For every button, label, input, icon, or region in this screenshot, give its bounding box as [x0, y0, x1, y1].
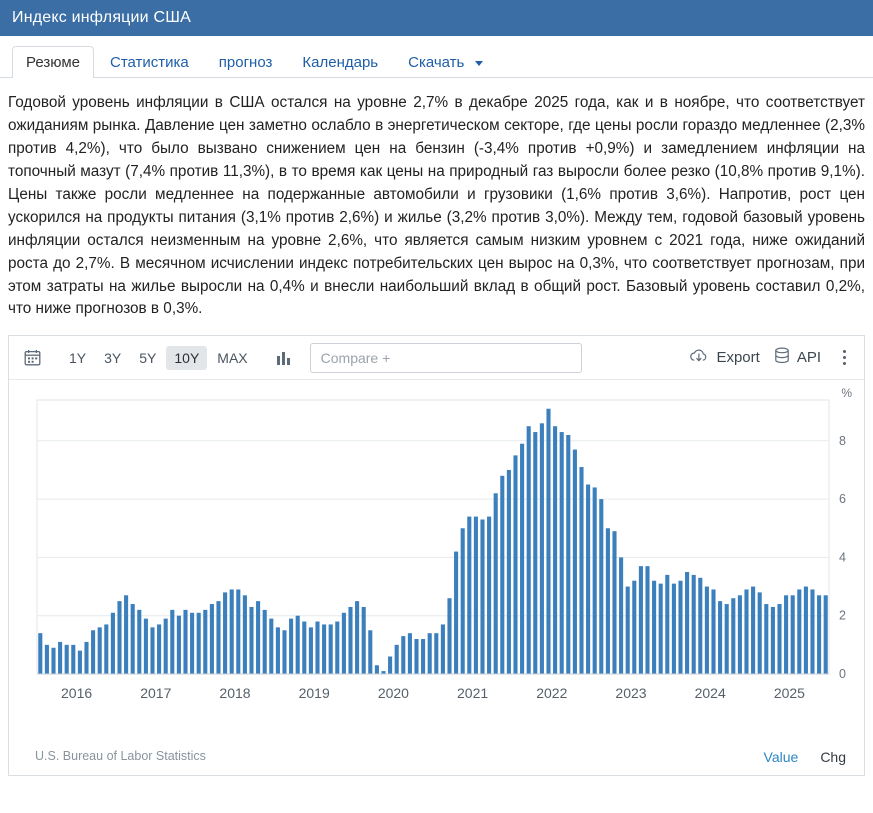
export-label: Export	[716, 349, 760, 367]
range-max[interactable]: MAX	[217, 349, 248, 366]
svg-text:2019: 2019	[298, 685, 330, 702]
svg-text:2023: 2023	[615, 685, 647, 702]
range-3y[interactable]: 3Y	[104, 349, 122, 366]
range-selector	[61, 346, 256, 370]
chart-legend	[764, 749, 846, 765]
api-button[interactable]	[774, 347, 821, 368]
tab-statistics[interactable]	[96, 46, 203, 78]
tab-summary-label: Резюме	[26, 54, 80, 71]
svg-text:6: 6	[839, 492, 846, 507]
chart-plot-area	[9, 380, 864, 775]
tab-statistics-label: Статистика	[109, 54, 189, 71]
svg-text:2016: 2016	[61, 685, 93, 702]
chart-card	[8, 335, 865, 776]
svg-text:0: 0	[839, 667, 846, 682]
svg-text:2025: 2025	[773, 685, 805, 702]
tab-bar	[0, 36, 873, 78]
tab-download[interactable]	[394, 46, 496, 78]
svg-text:2017: 2017	[140, 685, 172, 702]
range-1y[interactable]: 1Y	[69, 349, 87, 366]
cloud-download-icon	[689, 348, 709, 368]
tab-forecast[interactable]	[205, 46, 287, 78]
tab-calendar[interactable]	[288, 46, 392, 78]
chevron-down-icon	[475, 61, 483, 66]
tab-download-label: Скачать	[408, 54, 465, 71]
range-10y[interactable]: 10Y	[166, 346, 207, 370]
range-5y[interactable]: 5Y	[139, 349, 157, 366]
y-axis-unit-label: %	[841, 386, 852, 401]
tab-forecast-label: прогноз	[218, 54, 273, 71]
svg-text:4: 4	[839, 550, 846, 565]
svg-text:2: 2	[839, 609, 846, 624]
bar-chart-icon[interactable]	[272, 345, 298, 371]
toolbar-actions	[689, 346, 854, 369]
chart-source-label: U.S. Bureau of Labor Statistics	[35, 749, 206, 764]
api-label: API	[796, 349, 821, 367]
window-titlebar	[0, 0, 873, 36]
kebab-menu-icon[interactable]	[835, 346, 854, 369]
tab-summary[interactable]	[12, 46, 94, 78]
page-title: Индекс инфляции США	[12, 9, 191, 26]
svg-text:8: 8	[839, 434, 846, 449]
svg-text:2020: 2020	[377, 685, 409, 702]
legend-chg[interactable]: Chg	[820, 749, 846, 766]
svg-text:2022: 2022	[536, 685, 568, 702]
svg-text:2021: 2021	[457, 685, 489, 702]
chart-toolbar	[9, 336, 864, 380]
tab-calendar-label: Календарь	[302, 54, 379, 71]
calendar-icon[interactable]	[19, 345, 45, 371]
database-icon	[774, 347, 790, 368]
article-text: Годовой уровень инфляции в США остался на уровне 2,7% в декабре 2025 года, как и в ноябре, что соответствует ожиданиям рынка. Давление цен заметно ослабло в энергетическом секторе, где цены росли гораздо медленнее (2,3% против 4,2%), что было вызвано снижением цен на бензин (-3,4% против +0,9%) и замедлением инфляции на топочный мазут (7,4% против 11,3%), в то время как цены на природный газ выросли более резко (10,8% против 9,1%). Цены также росли медленнее на подержанные автомобили и грузовики (1,6% против 3,6%). Напротив, рост цен ускорился на продукты питания (3,1% против 2,6%) и жилье (3,2% против 3,0%). Между тем, годовой базовый уровень инфляции остался неизменным на уровне 2,6%, что является самым низким уровнем с 2021 года, ниже ожиданий роста до 2,7%. В месячном исчислении индекс потребительских цен вырос на 0,3%, что соответствует прогнозам, при этом затраты на жилье выросли на 0,4% и внесли наибольший вклад в общий рост. Базовый уровень составил 0,2%, что ниже прогнозов в 0,3%.	[8, 94, 865, 318]
compare-input[interactable]: Compare +	[310, 343, 582, 373]
svg-text:2018: 2018	[219, 685, 251, 702]
export-button[interactable]	[689, 348, 759, 368]
svg-text:2024: 2024	[694, 685, 726, 702]
inflation-bar-chart[interactable]	[9, 380, 864, 730]
legend-value[interactable]: Value	[763, 749, 799, 766]
